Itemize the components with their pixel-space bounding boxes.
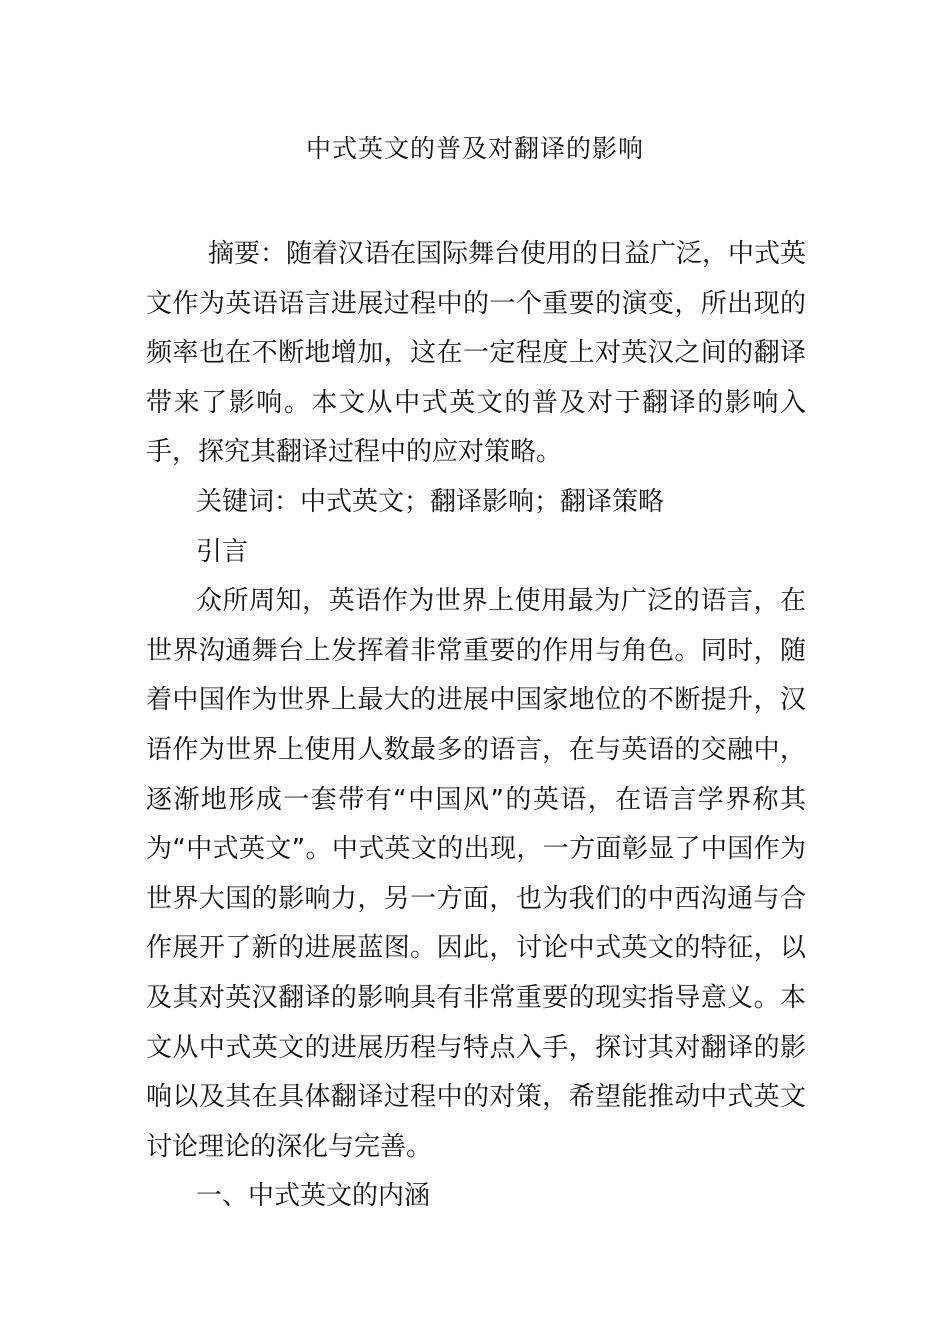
intro-heading: 引言	[196, 536, 249, 567]
document-body	[146, 230, 806, 1222]
document-title: 中式英文的普及对翻译的影响	[305, 134, 644, 163]
keywords-line: 关键词：中式英文；翻译影响；翻译策略	[196, 486, 665, 517]
section-heading: 一、中式英文的内涵	[196, 1181, 431, 1212]
intro-paragraph: 众所周知，英语作为世界上使用最为广泛的语言，在世界沟通舞台上发挥着非常重要的作用与角色。同时，随着中国作为世界上最大的进展中国家地位的不断提升，汉语作为世界上使用人数最多的语言，在与英语的交融中，逐渐地形成一套带有“中国风”的英语，在语言学界称其为“中式英文”。中式英文的出现，一方面彰显了中国作为世界大国的影响力，另一方面，也为我们的中西沟通与合作展开了新的进展蓝图。因此，讨论中式英文的特征，以及其对英汉翻译的影响具有非常重要的现实指导意义。本文从中式英文的进展历程与特点入手，探讨其对翻译的影响以及其在具体翻译过程中的对策，希望能推动中式英文讨论理论的深化与完善。	[146, 586, 806, 1162]
abstract-paragraph: 摘要：随着汉语在国际舞台使用的日益广泛，中式英文作为英语语言进展过程中的一个重要的演变，所出现的频率也在不断地增加，这在一定程度上对英汉之间的翻译带来了影响。本文从中式英文的普及对于翻译的影响入手，探究其翻译过程中的应对策略。	[146, 239, 807, 468]
